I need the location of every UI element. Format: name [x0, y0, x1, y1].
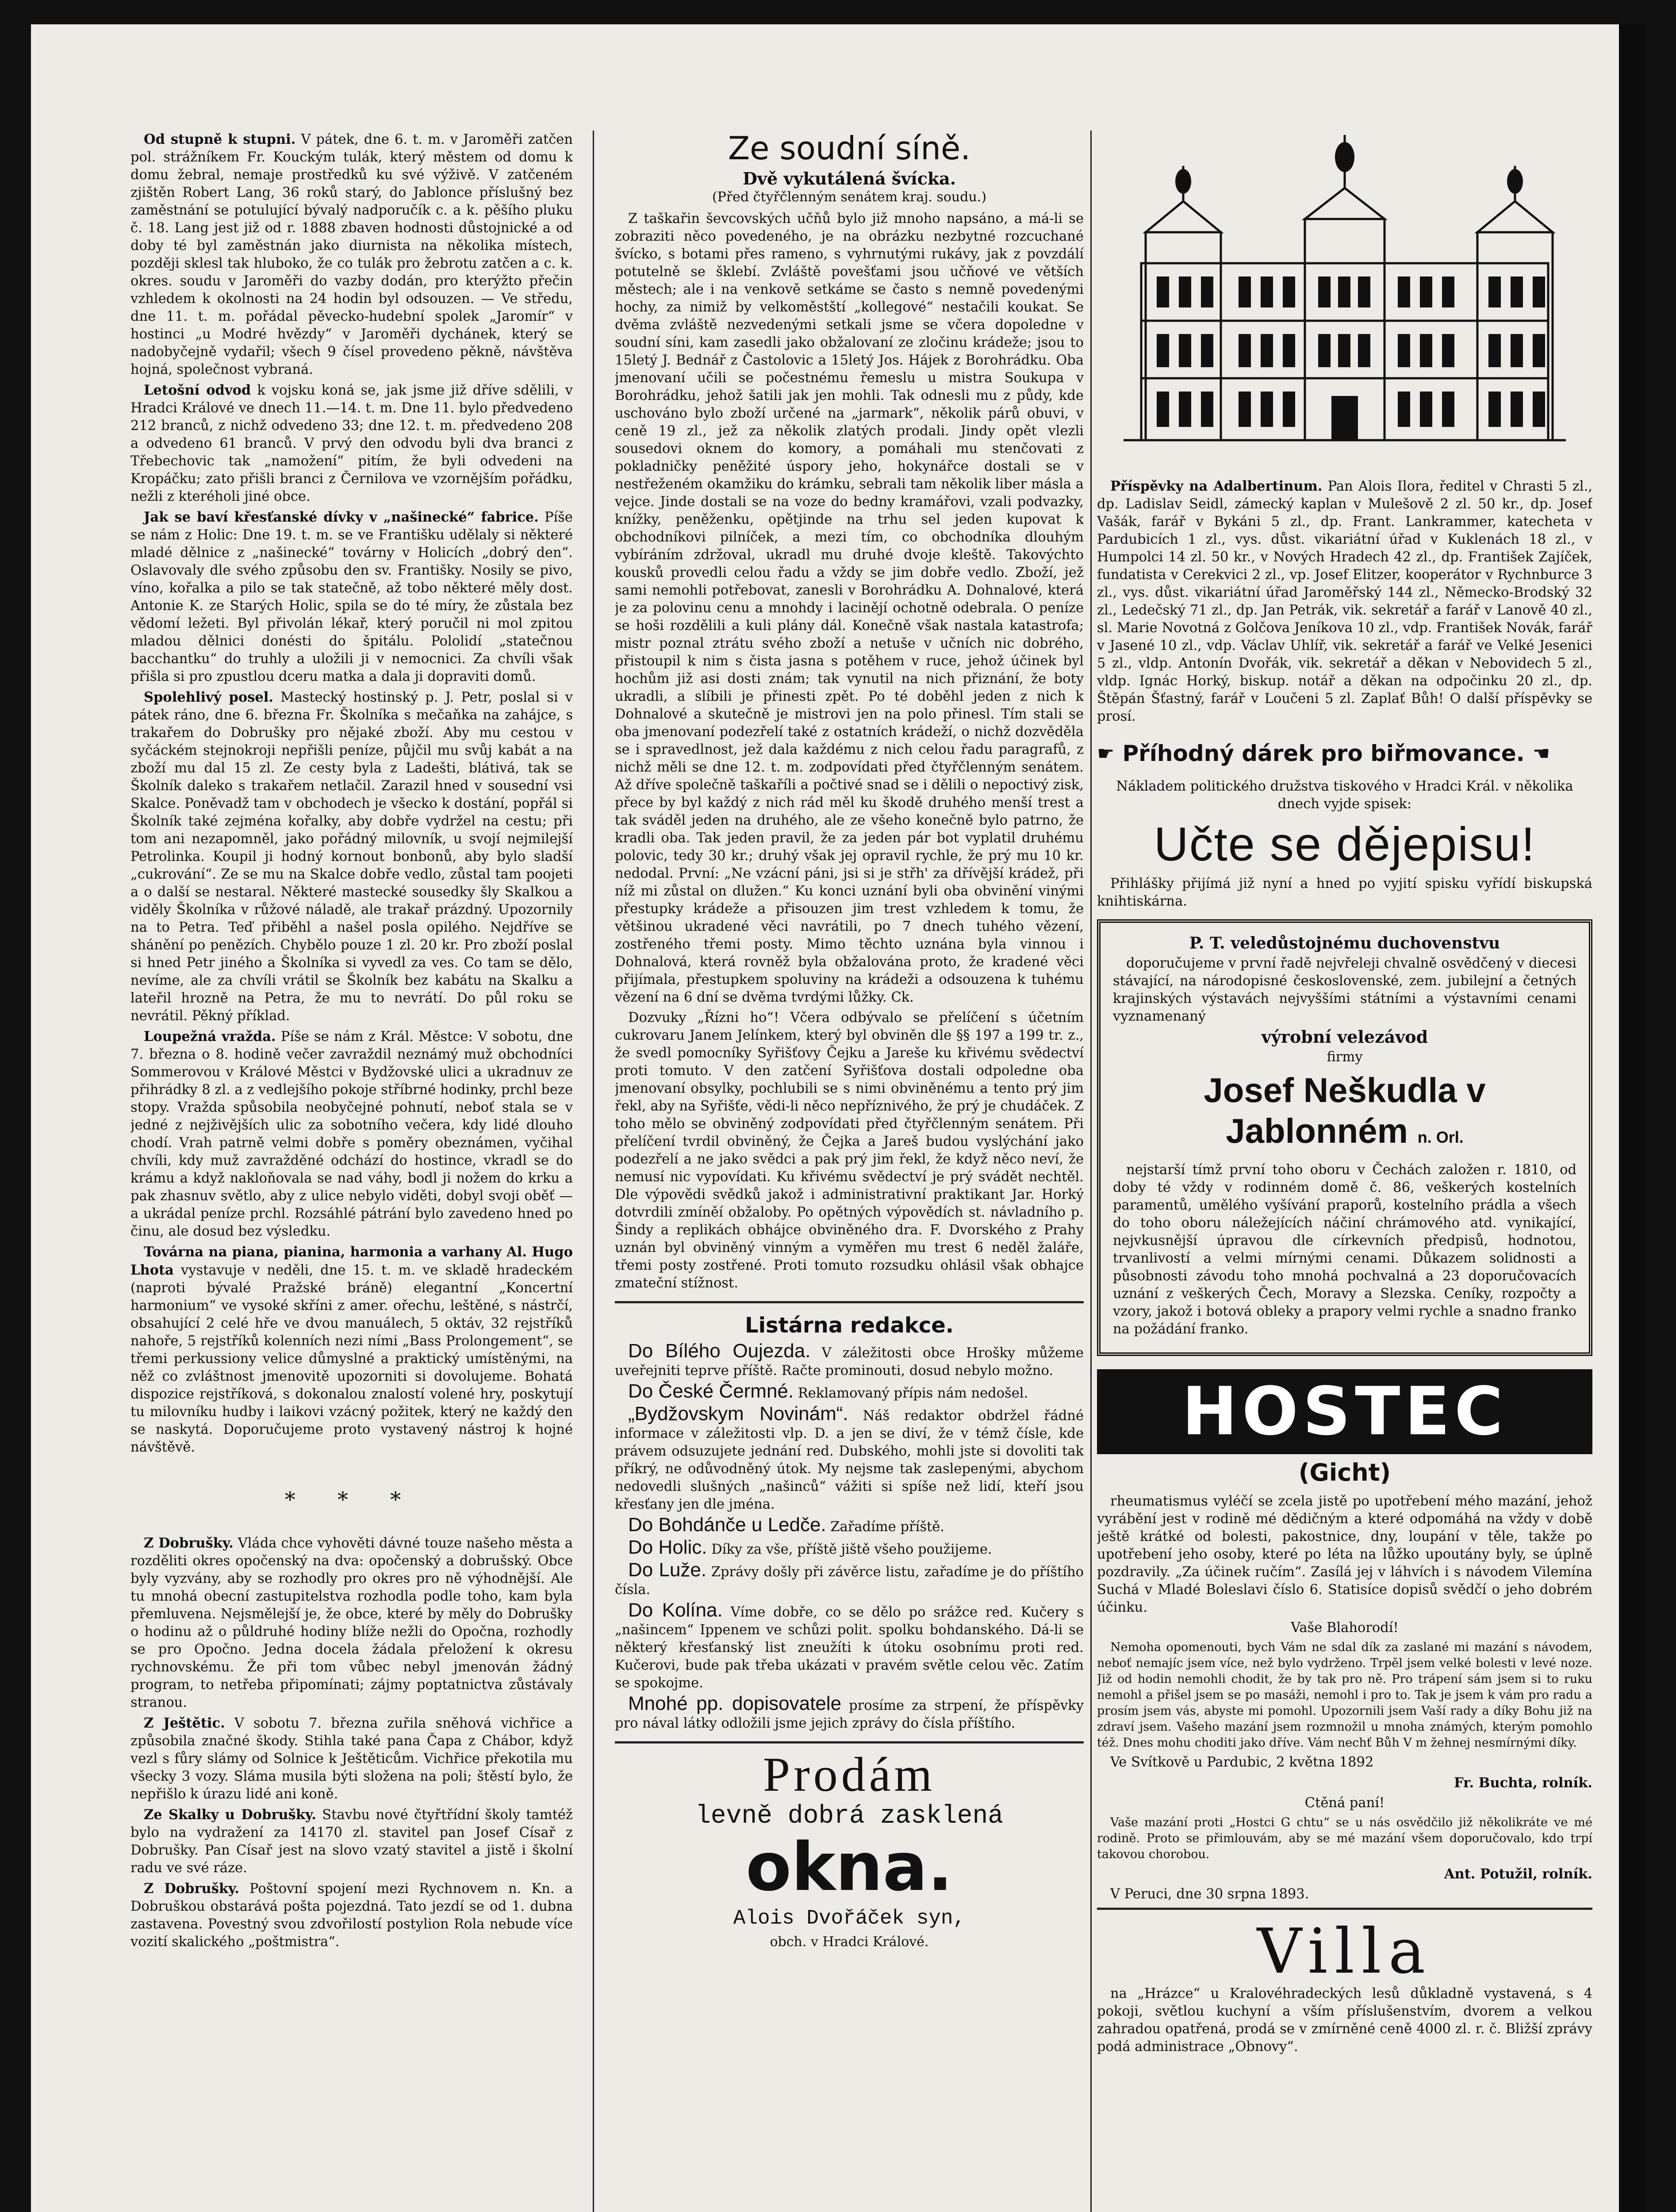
listarna-text: Díky za vše, příště jiště všeho použijeme. [711, 1542, 992, 1557]
villa-heading: Villa [1257, 1916, 1433, 1988]
listarna-text: Zprávy došly při závěrce listu, zařadíme je do příštího čísla. [615, 1564, 1084, 1598]
listarna-text: Reklamovaný přípis nám nedošel. [798, 1386, 1028, 1401]
ad-prodam-heading: Prodám [763, 1747, 936, 1801]
column-middle [615, 131, 1084, 2212]
adalbertinum-building-illustration [1097, 131, 1584, 467]
article-text: Stavbu nové čtyřtřídní školy tamtéž bylo na vydražení za 14170 zl. stavitel pan Josef Císař z Dobrušky. Pan Císař jest na slovo vzatý stavitel a jistě i školní radu ve své ráze. [130, 1807, 573, 1876]
neskudla-heading: P. T. veledůstojnému duchovenstvu [1189, 934, 1500, 952]
article-text: Poštovní spojení mezi Rychnovem n. Kn. a Dobruškou obstarává pošta pojezdná. Tato jezdí se od 1. dubna zastavena. Povestný svou zdvořilostí postylion Rola nebude více vozití skalického „poštmistra“. [130, 1881, 573, 1950]
neskudla-ad [1097, 919, 1592, 1356]
article-paragraph [130, 381, 573, 506]
listarna-title: Listárna redakce. [744, 1313, 954, 1338]
article-headline: Dvě vykutálená švícka. [742, 169, 956, 188]
article-subheadline: (Před čtyřčlenným senátem kraj. soudu.) [712, 189, 987, 205]
darek-banner [1097, 741, 1592, 766]
hostec-note-head: Ctěná paní! [1304, 1795, 1385, 1811]
article-text: V sobotu 7. března zuřila sněhová vichřice a způsobila značné škody. Stihla také pana Čapa z Chábor, když vezl s fůry slámy od Solnice k Ještěticům. Vichřice překotila mu všecky 3 vozy. Sláma musila býti složena na poli; štěstí bylo, že nepřišlo k úrazu lidé ani koně. [130, 1716, 573, 1802]
darek-text: Přihlášky přijímá již nyní a hned po vyjití spisku vyřídí biskupská knihtiskárna. [1097, 876, 1592, 909]
article-text: V pátek, dne 6. t. m. v Jaroměři zatčen pol. strážníkem Fr. Kouckým tulák, který městem od domu k domu žebral, nemaje prostředků ku své výživě. V zatčeném zjištěn Robert Lang, 36 roků starý, do Jablonce příslušný bez zaměstnání se potulující bývalý nadporučík c. a k. pěšího pluku č. 18. Lang jest již od r. 1888 zbaven hodnosti důstojnické a od doby té byl zaměstnán jako diurnista na několika místech, později sklesl tak hluboko, že co tulák pro žebrotu zatčen a c. k. okres. soudu v Jaroměři do vazby dodán, pro kterýžto přečin vzhledem k okolnosti na 24 hodin byl odsouzen. — Ve středu, dne 11. t. m. pořádal pěvecko-hudební spolek „Jaromír“ v hostinci „u Modré hvězdy“ v Jaroměři dychánek, který se nadobyčejně vydařil; všech 9 čísel provedeno pěkně, návštěva hojná, společnost vybraná. [130, 132, 573, 377]
article-text: Vláda chce vyhověti dávné touze našeho města a rozděliti okres opočenský na dva: opočenský a dobrušský. Obce byly vyzvány, aby se rozhodly pro okres pro ně výhodnější. Ale tu mnohá obecní zastupitelstva rozhodla podle toho, kam byla přemluvena. Nejsmělejší je, že obce, které by měly do Dobrušky o hodinu až o půldruhé hodiny blíže nežli do Opočna, rozhodly se pro Opočno. Jedna docela žádala přeložení k okresu rychnovskému. Že při tom vůbec nebyl jmenován žádný program, to netřeba připomínati; zájmy poptatnictva zůstávaly stranou. [130, 1536, 573, 1710]
article-lead: Letošní odvod [144, 382, 251, 398]
article-lead: Z Dobrušky. [144, 1881, 239, 1897]
article-text: Pan Alois Ilora, ředitel v Chrasti 5 zl., dp. Ladislav Seidl, zámecký kaplan v Mulešově 2 zl. 50 kr., dp. Josef Vašák, farář v Bykáni 5 zl., dp. Frant. Lankrammer, katecheta v Pardubicích 1 zl., vys. důst. vikariátní úřad v Kuklenách 18 zl., v Humpolci 14 zl. 50 kr., v Nových Hradech 42 zl., dp. František Zajíček, fundatista v Cerekvici 2 zl., vp. Josef Elitzer, kooperátor v Rychnburce 3 zl., vys. důst. vikariátní úřad Jaroměřský 144 zl., Německo-Brodský 32 zl., Ledečský 71 zl., dp. Jan Petrák, vik. sekretář a farář v Lanově 40 zl., sl. Marie Novotná z Golčova Jeníkova 10 zl., vdp. František Novák, farář v Jasené 10 zl., vdp. Václav Uhlíř, vik. sekretář a farář ve Velké Jesenici 5 zl., vldp. Antonín Dvořák, vik. sekretář a děkan v Nebovidech 5 zl., vldp. Ignác Horký, biskup. notář a děkan na odpočinku 20 zl., dp. Štěpán Šťastný, farář v Loučeni 5 zl. Zaplať Bůh! O další příspěvky se prosí. [1097, 479, 1592, 724]
section-divider [615, 1741, 1084, 1743]
article-lead: Spolehlivý posel. [144, 689, 273, 705]
article-lead: Jak se baví křesťanské dívky v „našinecké“ fabrice. [144, 509, 539, 525]
article-text: Dozvuky „Řízni ho“! Včera odbývalo se přelíčení s účetním cukrovaru Janem Jelínkem, který byl obviněn dle §§ 197 a 199 tr. z., že svedl pomocníky Syřišťovy Čejku a Jareše ku křivému svědectví proti tomuto. V den zatčení Syřišťova dostali odpoledne oba jmenovaní obsylky, pochlubili se s nimi obviněnému a tento prý jim řekl, aby na Syřišťe, vědi-li něco nepříznivého, že prý je chudáček. Z toho mělo se obviněný zodpovídati před čtyřčlenným senátem. Při přelíčení tvrdil obviněný, že Čejka a Jareš budou vyslýchání jako podezřelí a ne jako svědci a pak prý jim řekl, že když něco neví, že nemusí nic vypovídati. Ku křivému svědectví je prý svádět nechtěl. Dle výpovědi svědků jakož i administrativní praktikant Jar. Horký dotvrdili zmíněí obžaloby. Po opětných výpovědích st. návladního p. Šindy a replikách obhájce obviněného dra. F. Dvorského z Prahy uznán byl obviněný vinným a vyměřen mu trest 6 neděl žaláře, třemi posty zostřené. Proti tomuto rozsudku ohlásil však obhajce zmateční stížnost. [615, 1010, 1084, 1291]
article-lead: Továrna na piana, pianina, harmonia a varhany Al. Hugo Lhota [130, 1244, 573, 1278]
article-paragraph [130, 1714, 573, 1803]
neskudla-firm-name [1113, 1070, 1576, 1158]
article-paragraph [130, 688, 573, 1025]
darek-title: Učte se dějepisu! [1154, 817, 1536, 871]
neskudla-firm: Josef Neškudla v Jablonném [1204, 1071, 1486, 1150]
section-separator-stars: * * * [284, 1487, 419, 1512]
listarna-text: V záležitosti obce Hrošky můžeme uveřejniti teprve příště. Račte prominouti, dosud nebylo možno. [615, 1345, 1084, 1379]
article-paragraph [130, 508, 573, 686]
article-text: Píše se nám z Holic: Dne 19. t. m. se ve Františku udělaly si některé mladé dělnice z „našinecké“ továrny v Holicích „dobrý den“. Oslavovaly dle svého způsobu den sv. Františky. Nosily se pivo, víno, kořalka a pilo se tak statečně, až tobo některé měly dost. Antonie K. ze Starých Holic, spila se do té míry, že zůstala bez vědomí ležeti. Byl přivolán lékař, který poručil ni mol zpitou mladou dělnici donésti do špitálu. Pololidí „statečnou bacchantku“ do truhly a uložili ji v nemocnici. Za chvíli však přišla si pro zpustlou dceru matka a dala ji dopraviti domů. [130, 510, 573, 684]
listarna-entry [615, 1601, 1084, 1692]
listarna-entry [615, 1695, 1084, 1732]
darek-text: Nákladem politického družstva tiskového v Hradci Král. v několika dnech vyjde spisek: [1116, 779, 1573, 812]
ad-prodam-seller: Alois Dvořáček syn, [733, 1907, 966, 1930]
section-title: Ze soudní síně. [728, 131, 971, 167]
hostec-signer2: Ant. Potužil, rolník. [1444, 1866, 1592, 1882]
article-text: Z taškařin ševcovských učňů bylo již mnoho napsáno, a má-li se zobraziti něco povedeného, je na obrázku nezbytné rozcuchané švícko, s botami přes rameno, s vyhrnutými rukávy, jak z povzdálí potutelně se šklebí. Zvláště povešťami jsou učňové ve větších městech; ale i na venkově setkáme se často s nemně povedenými hochy, za nimiž by velkoměstští „kollegové“ nestačili koukat. Se dvěma zvláště nezvedenými setkali jsme se včera dopoledne v soudní síni, kam zasedli jako obžalovaní ze zločinu krádeže; jsou to 15letý J. Bednář z Častolovic a 15letý Jos. Hájek z Borohrádku. Oba jmenovaní učili se počestnému řemeslu u mistra Soukupa v Borohrádku, jehož šatili jak jen mohli. Tak odnesli mu z půdy, kde uschováno bylo zboží určené na „jarmark“, několik párů obuvi, v ceně 19 zl., jež za několik zlatých prodali. Jindy opět vlezli sousedovi oknem do komory, a pomáhali mu stenčovati z pokladničky peněžité úspory jeho, hokynářce dostali se v nestřeženém okamžiku do krámku, sebrali tam několik liber másla a vejce. Jinde dostali se na voze do bedny kramářovi, vzali podvazky, knížky, peněženku, opětjinde na trhu sel jeden kupovat k obchodníkovi pilníček, a mezi tím, co obchodníka dlouhým vybíráním zdržoval, ukradl mu druhé dvoje kleště. Takovýchto kousků provedli celou řadu a vždy se jim dobře vedlo. Zboží, jež sami nemohli potřebovat, zanesli v Borohrádku A. Dohnalové, která je za polovinu cenu a mnohdy i lacinějí ochotně odebrala. O peníze se hoši rozdělili a kuli plány dál. Konečně však nastala katastrofa; mistr poznal ztrátu svého zboží a netuše v učních nic dobrého, přistoupil k nim s čista jasna s potěhem v ruce, jehož účinek byl hochům již asi dosti znám; tak vynutil na nich přiznání, že boty ukradli, a slíbili je přinesti zpět. Po té doběhl jeden z nich k Dohnalové a skutečně je mistrovi jen na polo přinesl. Tím stali se oba jmenovaní podezřelí také z ostatních krádeží, o nichž dozvěděla se i spravedlnost, jež dala každému z nich celou řadu paragrafů, z nichž měli se dne 12. t. m. zodpovídati před čtyřčlenným senátem. Až dříve společně taškaříli a počtivé snad se i dělili o nepoctivý zisk, přece by byl každý z nich rád měl ku škodě druhého menší trest a tak sváděl jeden na druhého, ale ze všeho konečně bylo patrno, že kradli oba. Tak jeden pravil, že za jeden pár bot vyplatil druhému polovic, tedy 30 kr.; druhý však jej opravil rychle, že prý mu 10 kr. nedodal. První: „Ne vzácní páni, jsi si je střh' za dřívější krádež, při níž mi zůstal on dlužen.“ Ku konci uznání byli oba obvinění vinými přestupky krádeže a přisouzen jim trest vzhledem k tomu, že většinou ukradené věci navrátili, po 7 dnech tuhého vězení, zostřeného třemi posty. Mimo těchto uznána byla vinnou i Dohnalová, která rovněž byla obžalována proto, že kradené věci přijímala, přestupkem spoluviny na krádeži a odsouzena k tuhému vězení na 6 dní se dvěma tvrdými lůžky. Ck. [615, 211, 1084, 1005]
listarna-entry [615, 1516, 1084, 1536]
listarna-text: prosíme za strpení, že příspěvky pro nával látky odložili jsme jejich zprávy do čísla příštího. [615, 1698, 1084, 1731]
article-paragraph [130, 131, 573, 379]
article-lead: Příspěvky na Adalbertinum. [1110, 478, 1323, 494]
neskudla-place: n. Orl. [1417, 1128, 1464, 1146]
hostec-signer: Fr. Buchta, rolník. [1454, 1775, 1592, 1791]
article-text: k vojsku koná se, jak jsme již dříve sdělili, v Hradci Králové ve dnech 11.—14. t. m. Dne 11. bylo předvedeno 212 branců, z nichž odvedeno 33; dne 12. t. m. předvedeno 208 a odvedeno 61 branců. V prvý den odvodu byli dva branci z Třebechovic tak „namožení“ pitím, že byli odvedeni na Kropáčku; zato přišli branci z Černilova ve vzornějším pořádku, nežli z kteréholi jiné obce. [130, 383, 573, 504]
listarna-recipient: Do Bohdánče u Ledče. [628, 1514, 826, 1536]
article-paragraph [130, 1243, 573, 1456]
article-lead: Loupežná vražda. [144, 1029, 276, 1045]
listarna-text: Náš redaktor obdržel řádné informace v záležitosti vlp. D. a jen se diví, že v témž čísle, kde právem odsuzujete jednání red. Dubského, mohli jste si dovoliti tak příkrý, ne odůvodněný útok. My nejsme tak zaslepenými, abychom nedovedli slušných „našinců“ vážiti si spíše než lidí, kteří jsou křesťany jen dle jména. [615, 1408, 1084, 1512]
article-lead: Z Ještětic. [144, 1715, 225, 1731]
hostec-heading: HOSTEC [1097, 1369, 1592, 1454]
ad-prodam-line: levně dobrá zasklená [695, 1802, 1004, 1831]
pointing-hand-icon: ☚ [1532, 742, 1550, 765]
ad-prodam [615, 1748, 1084, 1951]
listarna-recipient: Do Kolína. [628, 1599, 723, 1621]
article-paragraph [130, 1028, 573, 1240]
article-paragraph [130, 1534, 573, 1712]
listarna-entry [615, 1561, 1084, 1599]
listarna-entry [615, 1382, 1084, 1402]
ad-prodam-okna: okna. [746, 1829, 953, 1906]
section-divider [615, 1301, 1084, 1303]
article-lead: Ze Skalky u Dobrušky. [144, 1807, 316, 1823]
hostec-note: Vaše mazání proti „Hostci G chtu“ se u nás osvědčilo již několikráte ve mé rodině. Proto se přimlouvám, aby se mé mazání všem doporučovalo, kdo trpí takovou chorobou. [1097, 1816, 1592, 1861]
hostec-date2: V Peruci, dne 30 srpna 1893. [1110, 1886, 1309, 1902]
article-lead: Z Dobrušky. [144, 1535, 234, 1551]
article-text: vystavuje v neděli, dne 15. t. m. ve skladě hradeckém (naproti bývalé Pražské bráně) elegantní „Koncertní harmonium“ ve vysoké skříni z amer. ořechu, leštěné, s nástrčí, obsahující 2 celé hře ve dvou manuálech, 5 oktáv, 32 rejstříků nahoře, 5 rejstříků kolenních nezi ními „Bass Prolongement“, se třemi perkussiony velice důmyslné a praktický umístěnými, na něž co zvláštnost jmenovitě upozorniti si dovolujeme. Bohatá dispozice rejstříková, s dokonalou znalostí volené hry, poskytují tu milovníku hudby i laikovi vzácný požitek, který ne každý den se naskytá. Doporučujeme proto vystavený nástroj k hojné návštěvě. [130, 1263, 573, 1455]
article-paragraph [130, 1806, 573, 1877]
neskudla-firmy: firmy [1327, 1049, 1363, 1065]
column-right [1097, 131, 1592, 2212]
villa-text: na „Hrázce“ u Kralovéhradeckých lesů důkladně vystavená, s 4 pokoji, světlou kuchyní a vším příslušenstvím, dvorem a velkou zahradou opatřená, prodá se v zmírněné ceně 4000 zl. r. č. Bližší zprávy podá administrace „Obnovy“. [1097, 1986, 1592, 2055]
article-text: Mastecký hostinský p. J. Petr, poslal si v pátek ráno, dne 6. března Fr. Školníka s mečaňka na zahájce, s trakařem do Dobrušky pro nějaké zboží. Aby mu cestou v syčáckém stejnokroji nepřišli peníze, půjčil mu svůj kabát a na zboží mu dal 15 zl. Ze cesty byla z Ladešti, blátivá, tak se Školník daleko s trakařem netlačil. Zarazil hned v sousední vsi Skalce. Poněvadž tam v obchodech je všecko k dostání, popřál si Školník také zejména kořalky, aby dobře vydržel na cestu; při tom ani nezapomněl, jako pořádný milovník, u svojí nejmilejší Petrolinka. Koupil ji hodný kornout bonbonů, aby bylo sladší „cukrování“. Ze se mu na Skalce dobře vedlo, zůstal tam poojeti a o další se nestaral. Některé mastecké sousedky šly Skalkou a viděly Školníka v růžové náladě, ale trakař prázdný. Upozornily na to Petra. Teď přiběhl a našel posla opilého. Nejdříve se shánění po penězích. Chybělo pouze 1 zl. 20 kr. Pro zboží poslal si hned Petr jiného a Školníka si vyvedl za ves. Co tam se dělo, nevíme, ale za chvíli vrátil se Školník bez kabátu na Skalku a lateřil hrozně na Petra, že mu to nevrátí. Do půl roku se nevrátil. Pěkný příklad. [130, 690, 573, 1024]
hostec-subheading: (Gicht) [1298, 1459, 1391, 1486]
listarna-recipient: Do Bílého Oujezda. [628, 1340, 811, 1362]
darek-banner-text: Příhodný dárek pro biřmovance. [1122, 741, 1525, 766]
listarna-recipient: Do Holic. [628, 1536, 707, 1558]
listarna-entry [615, 1536, 1084, 1559]
scan-edge [1619, 24, 1645, 2212]
column-rule [593, 131, 594, 2212]
article-lead: Od stupně k stupni. [144, 131, 296, 147]
listarna-recipient: „Bydžovskym Novinám“. [628, 1403, 848, 1425]
listarna-entry [615, 1405, 1084, 1513]
listarna-recipient: Mnohé pp. dopisovatele [628, 1693, 842, 1714]
ad-prodam-place: obch. v Hradci Králové. [770, 1934, 929, 1950]
listarna-text: Víme dobře, co se dělo po srážce red. Kučery s „našincem“ Ippenem ve schůzi polit. spolku bohdanského. Dá-li se některý křesťanský list zneužíti k útoku osobnímu proti red. Kučerovi, bude pak třeba ukázati v pravém světle celou věc. Zatím se spokojme. [615, 1605, 1084, 1691]
listarna-entry [615, 1342, 1084, 1380]
hostec-signed: Ve Svítkově u Pardubic, 2 května 1892 [1110, 1755, 1374, 1770]
article-paragraph [130, 1880, 573, 1951]
hostec-text: rheumatismus vyléčí se zcela jistě po upotřebení mého mazání, jehož vyrábění jest v rodině mé dědičným a které odpomáhá na vždy v době ještě krátké od bolesti, pakostnice, dny, loupání v těle, takže po upotřebení jeho osoby, které po léta na lůžko upoutány byly, se úplně pozdravily. „Za účinek ručím“. Zasílá jej v láhvích i s návodem Vilemína Suchá v Mladé Boleslavi číslo 6. Statisíce dopisů svědčí o jeho dobrém účinku. [1097, 1494, 1592, 1615]
pointing-hand-icon: ☛ [1097, 742, 1115, 765]
article-text: Píše se nám z Král. Městce: V sobotu, dne 7. března o 8. hodině večer zavraždil neznámý muž obchodníci Sommerovou v Králové Městci v Bydžovské ulici a ukradnuv ze přihrádky 8 zl. a z vedlejšího pokoje stříbrné hodinky, prchl beze stopy. Vražda spůsobila neobyčejné pohnutí, neboť stala se v jedné z nejživějších ulic za sobotního večera, kdy lidé dlouho chodí. Vrah patrně velmi dobře s poměry obeznámen, vyčihal chvíli, kdy muž zavražděné odchází do hostince, vkradl se do krámu a když nakloňovala se nad váhy, bodl ji nožem do krku a pak zhasnuv světlo, aby z ulice nebylo viděti, dobyl svoji oběť — a ukrádal peníze prchl. Rozsáhlé pátrání bylo zavedeno hned po činu, ale dosud bez výsledku. [130, 1029, 573, 1239]
newspaper-page [31, 24, 1645, 2212]
column-rule [1090, 131, 1092, 2212]
neskudla-subheading: výrobní velezávod [1261, 1027, 1428, 1047]
section-divider [1097, 1908, 1592, 1910]
neskudla-text: nejstarší tímž první toho oboru v Čechách založen r. 1810, od doby té vždy v rodinném domě č. 86, veškerých kostelních paramentů, umělého vyšívání praporů, kostelního prádla a všech do toho oboru náležejících náčiní chrámového atd. vynikající, nejvkusnější úpravou dle církevních předpisů, hodnotou, trvanlivostí a velmi mírnými cenami. Důkazem solidnosti a působnosti závodu toho mnohá pochvalná a 23 doporučovacích uznání z veškerých Čech, Moravy a Slezska. Ceníky, rozpočty a vzory, jakož i botová obleky a prapory velmi rychle a snadno franko na požádání franko. [1113, 1162, 1576, 1337]
column-left [130, 131, 573, 2212]
listarna-text: Zařadíme příště. [830, 1519, 944, 1535]
hostec-letter: Nemoha opomenouti, bych Vám ne sdal dík za zaslané mi mazání s návodem, neboť nemajíc jsem více, než bylo vydrženo. Trpěl jsem velké bolesti v levé noze. Již od hodin nemohli chodit, že by tak pro ně. Pro trápení sám jsem si to ruku nemohl a přišel jsem se po masáži, nemohl i pro to. Tak je jsem k vám pro radu a prosím jsem vás, abyste mi pomohl. Upozornili jsem Vaší rady a díky Bohu již na zdraví jsem. Vašeho mazání jsem rozmnožil u mnoha známých, kterým pomohlo též. Dnes mohu choditi jako dříve. Vám nechť Bůh V m žehnej nesmírnými díky. [1097, 1640, 1592, 1750]
listarna-recipient: Do Luže. [628, 1559, 707, 1581]
listarna-recipient: Do České Čermné. [628, 1380, 794, 1402]
prispevky-paragraph [1097, 477, 1592, 726]
neskudla-text: doporučujeme v první řadě nejvřeleji chvalně osvědčený v diecesi stávající, na národopisné československé, zem. jubilejní a četných krajinských výstavách nejvyššími státními a výstavními cenami vyznamenaný [1113, 956, 1576, 1024]
hostec-letter-head: Vaše Blahorodí! [1291, 1620, 1399, 1636]
